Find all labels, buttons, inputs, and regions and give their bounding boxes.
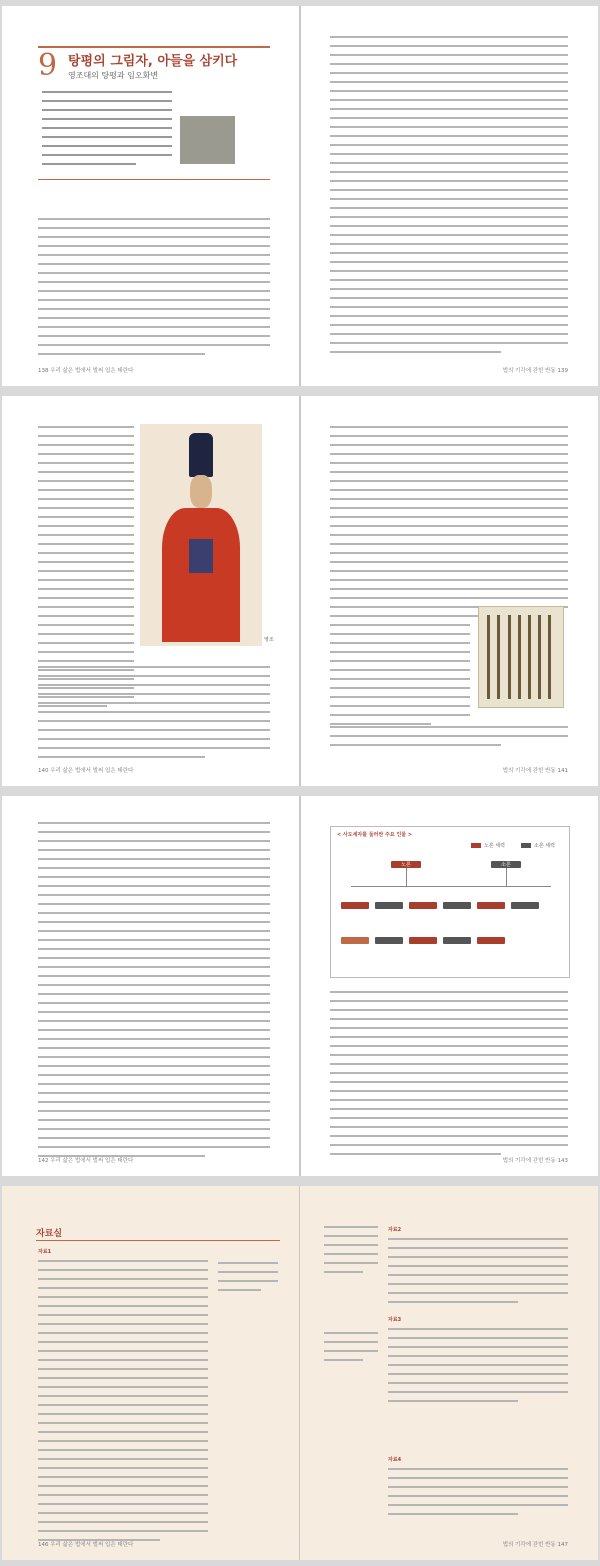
- body-text: [38, 218, 270, 362]
- page-147: [300, 1186, 598, 1560]
- footer-right: 법의 기각에 갇힌 반동 141: [502, 768, 568, 774]
- node-person: [375, 937, 403, 944]
- spread-2: [2, 396, 598, 786]
- node-person: [511, 902, 539, 909]
- edge: [506, 868, 507, 886]
- node-person: [443, 937, 471, 944]
- body-text: [330, 726, 568, 753]
- node-noron-label: 노론: [401, 862, 411, 868]
- node-person: [375, 902, 403, 909]
- page-142: [2, 796, 300, 1176]
- spread-1: [2, 6, 598, 386]
- chapter-title: 탕평의 그림자, 아들을 삼키다: [68, 54, 238, 69]
- historical-document: [478, 606, 564, 708]
- spread-3: [2, 796, 598, 1176]
- footer-right: 법의 기각에 갇힌 반동 147: [502, 1542, 568, 1548]
- page-146: [2, 1186, 300, 1560]
- material-rule: [36, 1240, 280, 1241]
- node-person: [409, 902, 437, 909]
- body-text: [330, 426, 568, 624]
- page-140: [2, 396, 300, 786]
- sidebar-note: [218, 1262, 278, 1298]
- stele-photo: [180, 116, 235, 164]
- box-label-3: 자료3: [388, 1317, 402, 1323]
- legend-label-soron: 소론 세력: [534, 843, 555, 849]
- page-141: [300, 396, 598, 786]
- footer-right: 법의 기각에 갇힌 반동 143: [502, 1158, 568, 1164]
- node-person: [341, 902, 369, 909]
- body-text: [38, 666, 270, 765]
- legend-swatch-noron: [471, 843, 481, 848]
- box-label-2: 자료2: [388, 1227, 402, 1233]
- box-label-4: 자료4: [388, 1457, 402, 1463]
- body-text: [330, 606, 470, 732]
- box-label-1: 자료1: [38, 1249, 52, 1255]
- material-text: [38, 1260, 208, 1548]
- node-person: [477, 937, 505, 944]
- king-portrait: [140, 424, 262, 646]
- material-text: [388, 1238, 568, 1310]
- footer-left: 142 우리 삶은 법에서 벌써 입은 태란다: [38, 1158, 134, 1164]
- diagram-title: < 사도세자를 둘러싼 주요 인물 >: [337, 832, 413, 838]
- sidebar-note: [324, 1226, 378, 1280]
- edge: [406, 868, 407, 886]
- spread-4: [2, 1186, 598, 1560]
- legend-label-noron: 노론 세력: [484, 843, 505, 849]
- sidebar-note: [324, 1332, 378, 1368]
- page-143: [300, 796, 598, 1176]
- material-section-tag: 자료실: [36, 1229, 63, 1239]
- material-text: [388, 1468, 568, 1522]
- intro-rule: [38, 179, 270, 180]
- chapter-rule: [38, 46, 270, 48]
- node-person: [341, 937, 369, 944]
- legend-swatch-soron: [521, 843, 531, 848]
- portrait-caption: 영조: [264, 637, 274, 643]
- body-text: [330, 991, 568, 1162]
- body-text: [38, 822, 270, 1164]
- chapter-subtitle: 영조대의 탕평과 임오화변: [68, 71, 159, 80]
- edge: [351, 886, 551, 887]
- relationship-diagram: [330, 826, 570, 978]
- material-text: [388, 1328, 568, 1409]
- page-139: [300, 6, 598, 386]
- node-soron-label: 소론: [501, 862, 511, 868]
- footer-left: 140 우리 삶은 법에서 벌써 입은 태란다: [38, 768, 134, 774]
- body-text: [330, 36, 568, 360]
- node-person: [409, 937, 437, 944]
- footer-left: 146 우리 삶은 법에서 벌써 입은 태란다: [38, 1542, 134, 1548]
- page-138: [2, 6, 300, 386]
- node-person: [477, 902, 505, 909]
- intro-text: [42, 91, 172, 172]
- chapter-number: 9: [38, 48, 58, 83]
- footer-left: 138 우리 삶은 법에서 벌써 입은 태란다: [38, 368, 134, 374]
- node-person: [443, 902, 471, 909]
- footer-right: 법의 기각에 갇힌 반동 139: [502, 368, 568, 374]
